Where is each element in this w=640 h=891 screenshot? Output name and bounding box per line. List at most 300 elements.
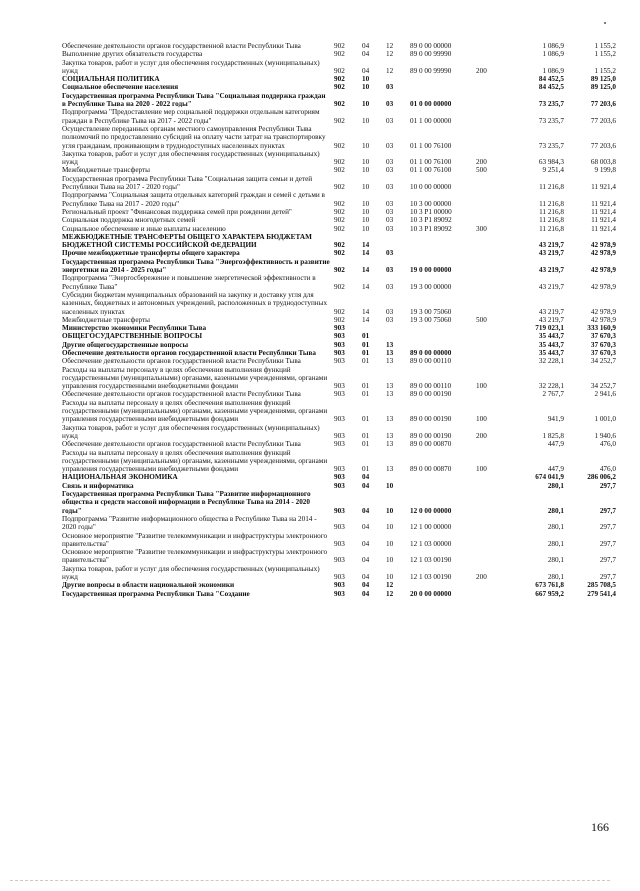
table-row: [62, 316, 617, 324]
row-admin-code: 902: [334, 199, 345, 208]
row-name: Государственная программа Республики Тыва "Социальная поддержка граждан в Республике Тыва на 2020 - 2022 годы": [62, 91, 326, 109]
row-admin-code: 902: [334, 266, 345, 275]
row-subsection-code: 03: [386, 141, 394, 150]
row-admin-code: 902: [334, 75, 345, 84]
row-name: Основное мероприятие "Развитие телекоммуникации и инфраструктуры электронного правительства": [62, 548, 328, 565]
table-row: [62, 341, 617, 349]
row-target-article: 10 3 P1 89092: [410, 224, 452, 233]
table-row: [62, 191, 617, 208]
row-subsection-code: 12: [386, 581, 394, 590]
row-amount-year2: 11 921,4: [591, 207, 616, 216]
row-subsection-code: 03: [386, 158, 394, 167]
row-admin-code: 902: [334, 183, 345, 192]
scan-speck: [604, 22, 606, 24]
row-target-article: 89 0 00 00870: [410, 465, 452, 474]
row-amount-year1: 9 251,4: [542, 166, 564, 175]
row-subsection-code: 10: [386, 539, 394, 548]
row-subsection-code: 03: [386, 199, 394, 208]
row-target-article: 89 0 00 00190: [410, 390, 452, 399]
row-amount-year1: 674 041,9: [535, 473, 564, 482]
row-subsection-code: 13: [386, 390, 394, 399]
row-section-code: 01: [362, 390, 370, 399]
row-section-code: 10: [362, 83, 370, 92]
row-subsection-code: 03: [386, 207, 394, 216]
row-target-article: 10 3 P1 00000: [410, 207, 452, 216]
row-name: Расходы на выплаты персоналу в целях обеспечения выполнения функций государственными (муниципальными) органами, казенными учреждениями, органами управления государственными внебюджетными фондами: [62, 398, 328, 424]
row-amount-year2: 1 155,2: [594, 42, 616, 50]
row-name: Обеспечение деятельности органов государственной власти Республики Тыва: [62, 357, 301, 366]
row-expense-type: 300: [476, 224, 487, 233]
row-section-code: 10: [362, 116, 370, 125]
row-target-article: 89 0 00 99990: [410, 66, 452, 75]
row-section-code: 10: [362, 141, 370, 150]
row-target-article: 19 3 00 00000: [410, 282, 452, 291]
row-name: Подпрограмма "Социальная защита отдельных категорий граждан и семей с детьми в Республике Тыва на 2017 - 2020 годы": [62, 191, 325, 208]
row-name: Межбюджетные трансферты: [62, 166, 150, 175]
table-row: [62, 42, 617, 50]
row-target-article: 10 3 P1 89092: [410, 216, 452, 225]
row-section-code: 10: [362, 158, 370, 167]
row-section-code: 01: [362, 440, 370, 449]
row-admin-code: 902: [334, 100, 345, 109]
table-row: [62, 532, 617, 549]
row-admin-code: 902: [334, 315, 345, 324]
row-section-code: 04: [362, 589, 370, 598]
row-amount-year2: 11 921,4: [591, 216, 616, 225]
row-expense-type: 100: [476, 465, 487, 474]
row-name: Другие вопросы в области национальной экономики: [62, 581, 235, 590]
row-section-code: 01: [362, 348, 370, 357]
row-amount-year1: 63 984,3: [538, 158, 564, 167]
table-row: [62, 175, 617, 192]
table-row: [62, 565, 617, 582]
table-row: [62, 490, 617, 515]
row-amount-year2: 297,7: [599, 481, 616, 490]
row-expense-type: 200: [476, 573, 487, 581]
row-expense-type: 500: [476, 315, 487, 324]
row-admin-code: 902: [334, 282, 345, 291]
row-section-code: 10: [362, 100, 370, 109]
row-name: Межбюджетные трансферты: [62, 315, 150, 324]
table-row: [62, 482, 617, 490]
row-section-code: 10: [362, 224, 370, 233]
row-amount-year2: 89 125,0: [590, 83, 616, 92]
row-name: Субсидии бюджетам муниципальных образований на закупку и доставку угля для казенных, бюджетных и автономных учреждений, расположенных в труднодоступных населенных пунктах: [62, 290, 328, 316]
row-admin-code: 902: [334, 116, 345, 125]
row-section-code: 04: [362, 523, 370, 532]
row-name: Государственная программа Республики Тыва "Развитие информационного общества и средств массовой информации в Республике Тыва на 2014 - 2020 годы": [62, 490, 311, 515]
row-amount-year1: 719 023,1: [535, 324, 564, 333]
row-amount-year1: 280,1: [547, 556, 564, 565]
row-subsection-code: 10: [386, 481, 394, 490]
row-subsection-code: 03: [386, 282, 394, 291]
row-name: Другие общегосударственные вопросы: [62, 340, 189, 349]
row-amount-year1: 673 761,8: [535, 581, 564, 590]
row-admin-code: 902: [334, 207, 345, 216]
row-section-code: 01: [362, 357, 370, 366]
row-amount-year2: 37 670,3: [590, 340, 616, 349]
table-row: [62, 50, 617, 58]
row-section-code: 01: [362, 332, 370, 341]
row-section-code: 10: [362, 75, 370, 84]
row-amount-year2: 42 978,9: [590, 307, 616, 316]
row-amount-year1: 280,1: [547, 506, 564, 515]
row-target-article: 01 1 00 00000: [410, 116, 452, 125]
row-name: Осуществление переданных органам местного самоуправления Республики Тыва полномочий по предоставлению субсидий на оплату части затрат на транспортировку угля гражданам, проживающим в труднодоступных населенных пунктах: [62, 124, 326, 150]
table-row: [62, 83, 617, 91]
row-subsection-code: 12: [386, 66, 394, 75]
row-expense-type: 200: [476, 158, 487, 167]
row-target-article: 89 0 00 00190: [410, 415, 452, 424]
row-target-article: 01 1 00 76100: [410, 166, 452, 175]
row-admin-code: 902: [334, 216, 345, 225]
row-amount-year2: 77 203,6: [590, 116, 616, 125]
row-target-article: 12 1 03 00190: [410, 573, 452, 581]
row-amount-year2: 297,7: [599, 539, 616, 548]
row-amount-year2: 68 003,8: [590, 158, 616, 167]
row-amount-year1: 2 767,7: [542, 390, 564, 399]
table-row: [62, 399, 617, 424]
row-name: Основное мероприятие "Развитие телекоммуникации и инфраструктуры электронного правительства": [62, 531, 328, 548]
row-amount-year1: 941,9: [547, 415, 564, 424]
row-amount-year1: 667 959,2: [535, 589, 564, 598]
row-amount-year1: 280,1: [547, 539, 564, 548]
row-name: Социальная поддержка многодетных семей: [62, 216, 196, 225]
row-name: Государственная программа Республики Тыва "Энергоэффективность и развитие энергетики на 2014 - 2025 годы": [62, 257, 330, 275]
row-name: Закупка товаров, работ и услуг для обеспечения государственных (муниципальных) нужд: [62, 423, 320, 440]
row-section-code: 04: [362, 506, 370, 515]
row-expense-type: 100: [476, 382, 487, 391]
row-amount-year2: 42 978,9: [590, 282, 616, 291]
row-section-code: 14: [362, 282, 370, 291]
table-row: [62, 349, 617, 357]
table-row: [62, 324, 617, 332]
row-subsection-code: 03: [386, 183, 394, 192]
row-subsection-code: 13: [386, 440, 394, 449]
row-amount-year1: 43 219,7: [538, 307, 564, 316]
row-section-code: 01: [362, 382, 370, 391]
row-amount-year1: 280,1: [547, 523, 564, 532]
table-row: [62, 590, 617, 598]
row-admin-code: 903: [334, 473, 345, 482]
row-name: НАЦИОНАЛЬНАЯ ЭКОНОМИКА: [62, 473, 178, 482]
row-amount-year1: 43 219,7: [538, 315, 564, 324]
row-subsection-code: 03: [386, 266, 394, 275]
table-row: [62, 581, 617, 589]
row-section-code: 04: [362, 66, 370, 75]
row-subsection-code: 03: [386, 216, 394, 225]
row-name: Социальное обеспечение и иные выплаты населению: [62, 224, 226, 233]
row-amount-year1: 32 228,1: [538, 357, 564, 366]
row-name: Подпрограмма "Энергосбережение и повышение энергетической эффективности в Республике Тыва": [62, 274, 316, 291]
row-admin-code: 903: [334, 481, 345, 490]
table-row: [62, 258, 617, 275]
row-subsection-code: 13: [386, 415, 394, 424]
row-admin-code: 902: [334, 83, 345, 92]
row-expense-type: 200: [476, 66, 487, 75]
table-row: [62, 440, 617, 448]
row-subsection-code: 10: [386, 523, 394, 532]
row-amount-year1: 1 086,9: [542, 42, 564, 50]
row-amount-year2: 42 978,9: [590, 241, 616, 250]
row-subsection-code: 03: [386, 83, 394, 92]
row-target-article: 19 3 00 75060: [410, 307, 452, 316]
row-subsection-code: 13: [386, 340, 394, 349]
row-subsection-code: 13: [386, 431, 394, 440]
row-name: Подпрограмма "Предоставление мер социальной поддержки отдельным категориям граждан в Республике Тыва на 2017 - 2022 годы": [62, 108, 320, 125]
row-expense-type: 200: [476, 431, 487, 440]
row-subsection-code: 13: [386, 382, 394, 391]
row-section-code: 10: [362, 199, 370, 208]
row-subsection-code: 12: [386, 50, 394, 59]
table-row: [62, 366, 617, 391]
table-row: [62, 225, 617, 233]
row-amount-year2: 333 160,9: [587, 324, 616, 333]
row-amount-year2: 297,7: [599, 523, 616, 532]
row-amount-year1: 1 086,9: [542, 50, 564, 59]
row-section-code: 14: [362, 307, 370, 316]
row-amount-year2: 11 921,4: [591, 183, 616, 192]
row-admin-code: 903: [334, 573, 345, 581]
row-section-code: 04: [362, 539, 370, 548]
row-target-article: 89 0 00 00110: [410, 357, 452, 366]
table-row: [62, 274, 617, 291]
row-section-code: 14: [362, 266, 370, 275]
row-target-article: 89 0 00 00000: [410, 348, 452, 357]
row-amount-year2: 297,7: [599, 556, 616, 565]
row-section-code: 10: [362, 166, 370, 175]
row-subsection-code: 13: [386, 357, 394, 366]
row-amount-year2: 42 978,9: [590, 249, 616, 258]
row-amount-year1: 43 219,7: [538, 266, 564, 275]
table-row: [62, 166, 617, 174]
row-name: Расходы на выплаты персоналу в целях обеспечения выполнения функций государственными (муниципальными) органами, казенными учреждениями, органами управления государственными внебюджетными фондами: [62, 365, 328, 391]
row-target-article: 01 1 00 76100: [410, 141, 452, 150]
row-name: Обеспечение деятельности органов государственной власти Республики Тыва: [62, 42, 301, 50]
table-row: [62, 216, 617, 224]
row-admin-code: 903: [334, 382, 345, 391]
row-name: Обеспечение деятельности органов государственной власти Республики Тыва: [62, 440, 301, 449]
row-amount-year1: 73 235,7: [538, 100, 564, 109]
row-admin-code: 902: [334, 307, 345, 316]
row-subsection-code: 03: [386, 166, 394, 175]
row-amount-year1: 1 086,9: [542, 66, 564, 75]
row-name: Обеспечение деятельности органов государственной власти Республики Тыва: [62, 348, 316, 357]
row-subsection-code: 10: [386, 573, 394, 581]
table-row: [62, 150, 617, 167]
row-amount-year2: 286 006,2: [587, 473, 616, 482]
row-target-article: 89 0 00 00000: [410, 42, 452, 50]
table-row: [62, 233, 617, 250]
row-admin-code: 902: [334, 158, 345, 167]
row-target-article: 10 3 00 00000: [410, 199, 452, 208]
row-target-article: 12 1 03 00190: [410, 556, 452, 565]
row-amount-year1: 35 443,7: [538, 332, 564, 341]
row-name: Министерство экономики Республики Тыва: [62, 324, 207, 333]
row-admin-code: 903: [334, 589, 345, 598]
row-admin-code: 902: [334, 224, 345, 233]
table-row: [62, 291, 617, 316]
table-row: [62, 449, 617, 474]
row-subsection-code: 03: [386, 307, 394, 316]
row-amount-year2: 77 203,6: [590, 100, 616, 109]
row-expense-type: 500: [476, 166, 487, 175]
row-amount-year1: 280,1: [547, 573, 564, 581]
row-admin-code: 903: [334, 440, 345, 449]
table-row: [62, 249, 617, 257]
row-admin-code: 903: [334, 523, 345, 532]
row-section-code: 04: [362, 481, 370, 490]
row-amount-year1: 447,9: [547, 465, 564, 474]
row-amount-year1: 11 216,8: [539, 207, 564, 216]
row-name: Закупка товаров, работ и услуг для обеспечения государственных (муниципальных) нужд: [62, 149, 320, 167]
row-admin-code: 902: [334, 42, 345, 50]
table-row: [62, 332, 617, 340]
row-amount-year2: 1 155,2: [594, 66, 616, 75]
row-target-article: 01 0 00 00000: [410, 100, 452, 109]
row-amount-year2: 1 940,6: [594, 431, 616, 440]
row-amount-year1: 35 443,7: [538, 340, 564, 349]
row-amount-year2: 1 001,0: [594, 415, 616, 424]
row-admin-code: 903: [334, 390, 345, 399]
row-amount-year2: 9 199,8: [594, 166, 616, 175]
row-amount-year1: 11 216,8: [539, 216, 564, 225]
row-amount-year2: 77 203,6: [590, 141, 616, 150]
row-subsection-code: 10: [386, 556, 394, 565]
row-amount-year2: 279 541,4: [587, 589, 616, 598]
row-amount-year1: 447,9: [547, 440, 564, 449]
row-amount-year2: 89 125,0: [590, 75, 616, 84]
row-admin-code: 903: [334, 556, 345, 565]
row-section-code: 10: [362, 207, 370, 216]
table-row: [62, 92, 617, 109]
row-amount-year2: 476,0: [599, 440, 616, 449]
row-amount-year2: 2 941,6: [594, 390, 616, 399]
row-amount-year1: 73 235,7: [538, 141, 564, 150]
row-section-code: 04: [362, 42, 370, 50]
row-admin-code: 903: [334, 465, 345, 474]
row-target-article: 89 0 00 00190: [410, 431, 452, 440]
row-section-code: 01: [362, 431, 370, 440]
row-amount-year2: 34 252,7: [590, 382, 616, 391]
budget-table: [62, 42, 617, 598]
row-name: Закупка товаров, работ и услуг для обеспечения государственных (муниципальных) нужд: [62, 58, 320, 75]
table-row: [62, 473, 617, 481]
row-name: Государственная программа Республики Тыва "Создание: [62, 589, 250, 598]
row-section-code: 14: [362, 241, 370, 250]
row-section-code: 10: [362, 183, 370, 192]
row-amount-year1: 11 216,8: [539, 183, 564, 192]
row-amount-year2: 297,7: [599, 573, 616, 581]
row-name: Выполнение других обязательств государства: [62, 50, 203, 59]
row-admin-code: 903: [334, 415, 345, 424]
row-amount-year2: 285 708,5: [587, 581, 616, 590]
row-name: Региональный проект "Финансовая поддержка семей при рождении детей": [62, 207, 292, 216]
row-admin-code: 902: [334, 241, 345, 250]
row-name: Закупка товаров, работ и услуг для обеспечения государственных (муниципальных) нужд: [62, 564, 320, 581]
row-admin-code: 903: [334, 431, 345, 440]
row-subsection-code: 13: [386, 465, 394, 474]
row-amount-year1: 1 825,8: [542, 431, 564, 440]
row-amount-year2: 42 978,9: [590, 315, 616, 324]
table-row: [62, 548, 617, 565]
row-section-code: 01: [362, 340, 370, 349]
row-admin-code: 902: [334, 166, 345, 175]
row-target-article: 12 1 00 00000: [410, 523, 452, 532]
row-amount-year1: 32 228,1: [538, 382, 564, 391]
table-row: [62, 390, 617, 398]
row-section-code: 04: [362, 50, 370, 59]
row-name: Расходы на выплаты персоналу в целях обеспечения выполнения функций государственными (муниципальными) органами, казенными учреждениями, органами управления государственными внебюджетными фондами: [62, 448, 328, 474]
table-row: [62, 125, 617, 150]
row-section-code: 04: [362, 473, 370, 482]
row-amount-year1: 11 216,8: [539, 199, 564, 208]
row-subsection-code: 10: [386, 506, 394, 515]
row-subsection-code: 03: [386, 116, 394, 125]
row-section-code: 14: [362, 249, 370, 258]
row-subsection-code: 03: [386, 100, 394, 109]
row-section-code: 01: [362, 415, 370, 424]
row-target-article: 89 0 00 00110: [410, 382, 452, 391]
table-row: [62, 75, 617, 83]
row-admin-code: 902: [334, 50, 345, 59]
row-section-code: 04: [362, 556, 370, 565]
row-section-code: 04: [362, 573, 370, 581]
row-amount-year1: 84 452,5: [538, 83, 564, 92]
row-expense-type: 100: [476, 415, 487, 424]
row-subsection-code: 03: [386, 315, 394, 324]
row-amount-year1: 73 235,7: [538, 116, 564, 125]
row-subsection-code: 03: [386, 224, 394, 233]
row-amount-year2: 1 155,2: [594, 50, 616, 59]
row-amount-year1: 43 219,7: [538, 249, 564, 258]
row-admin-code: 903: [334, 340, 345, 349]
row-admin-code: 902: [334, 66, 345, 75]
row-admin-code: 903: [334, 324, 345, 333]
row-name: Обеспечение деятельности органов государственной власти Республики Тыва: [62, 390, 301, 399]
row-admin-code: 903: [334, 506, 345, 515]
row-section-code: 04: [362, 581, 370, 590]
row-admin-code: 903: [334, 539, 345, 548]
row-name: Подпрограмма "Развитие информационного общества в Республике Тыва на 2014 - 2020 годы": [62, 514, 317, 532]
row-target-article: 89 0 00 99990: [410, 50, 452, 59]
scan-bottom-edge: [10, 880, 610, 881]
row-target-article: 89 0 00 00870: [410, 440, 452, 449]
page-number: 166: [591, 820, 609, 834]
row-amount-year1: 280,1: [547, 481, 564, 490]
row-name: Связь и информатика: [62, 481, 134, 490]
row-name: МЕЖБЮДЖЕТНЫЕ ТРАНСФЕРТЫ ОБЩЕГО ХАРАКТЕРА БЮДЖЕТАМ БЮДЖЕТНОЙ СИСТЕМЫ РОССИЙСКОЙ ФЕДЕРАЦИИ: [62, 232, 312, 250]
row-target-article: 10 0 00 00000: [410, 183, 452, 192]
row-subsection-code: 12: [386, 42, 394, 50]
row-name: Социальное обеспечение населения: [62, 83, 179, 92]
row-section-code: 10: [362, 216, 370, 225]
row-amount-year2: 37 670,3: [590, 332, 616, 341]
row-section-code: 14: [362, 315, 370, 324]
row-name: Прочие межбюджетные трансферты общего характера: [62, 249, 240, 258]
row-target-article: 20 0 00 00000: [410, 589, 452, 598]
table-row: [62, 208, 617, 216]
row-subsection-code: 12: [386, 589, 394, 598]
row-amount-year1: 84 452,5: [538, 75, 564, 84]
row-name: Государственная программа Республики Тыва "Социальная защита семьи и детей Республики Тыва на 2017 - 2020 годы": [62, 174, 313, 192]
row-target-article: 12 0 00 00000: [410, 506, 452, 515]
row-target-article: 19 3 00 75060: [410, 315, 452, 324]
row-amount-year2: 476,0: [599, 465, 616, 474]
row-target-article: 19 0 00 00000: [410, 266, 452, 275]
table-row: [62, 424, 617, 441]
row-target-article: 12 1 03 00000: [410, 539, 452, 548]
